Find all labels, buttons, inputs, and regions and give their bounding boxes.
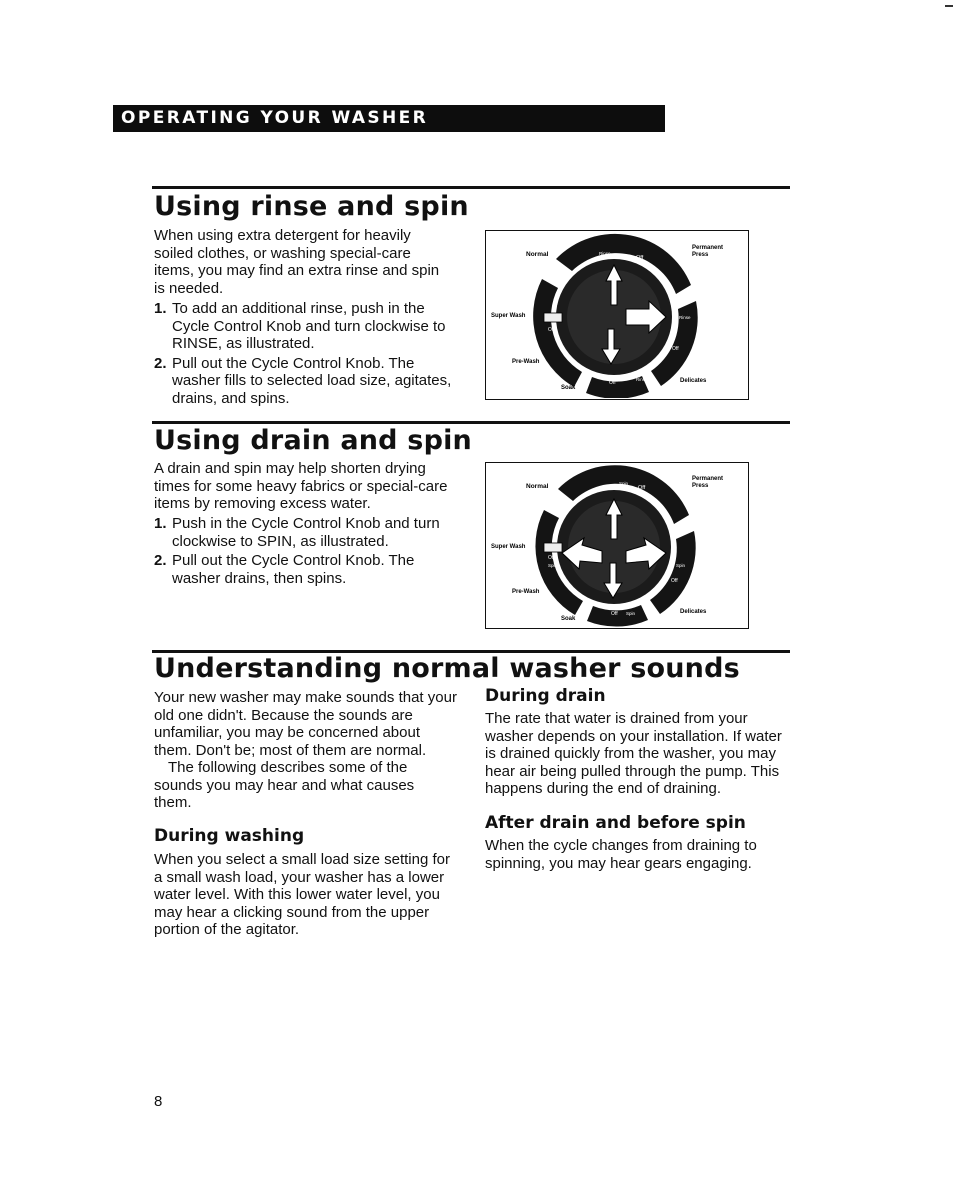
label-normal: Normal (526, 483, 549, 490)
scan-mark (945, 5, 953, 7)
label-super-wash: Super Wash (491, 313, 526, 319)
label-pre-wash: Pre-Wash (512, 589, 540, 595)
sounds-intro-2: The following describes some of the sounds you may hear and what causes them. (154, 759, 415, 812)
label-permanent: Permanent (692, 245, 724, 251)
during-drain-text: The rate that water is drained from your washer depends on your installation. If water is drained quickly from the washer, you may hear air being pulled through the pump. This happens during the end of draining. (485, 710, 782, 798)
step-number: 2. (154, 354, 167, 372)
rinse-heading: Using rinse and spin (154, 191, 469, 222)
dial-mark: Spin (548, 563, 558, 568)
label-pre-wash: Pre-Wash (512, 359, 540, 365)
dial-mark: Off (672, 346, 679, 352)
rinse-steps (154, 300, 464, 410)
rinse-intro: When using extra detergent for heavily soiled clothes, or washing special-care items, you may find an extra rinse and spin is needed. (154, 227, 440, 297)
dial-mark: Spin (676, 563, 686, 568)
selector-pointer (544, 543, 562, 552)
step-number: 1. (154, 300, 167, 317)
drain-step (154, 515, 464, 550)
section-banner: OPERATING YOUR WASHER (113, 105, 665, 132)
label-soak: Soak (561, 616, 576, 622)
drain-steps (154, 515, 464, 589)
step-text: Pull out the Cycle Control Knob. The washer drains, then spins. (172, 552, 415, 587)
dial-mark: Off (611, 611, 618, 617)
dial-mark: Rinse (599, 251, 611, 256)
dial-mark: Rinse (636, 377, 648, 382)
label-delicates: Delicates (680, 609, 707, 615)
dial-mark: Off (636, 255, 644, 261)
step-text: Pull out the Cycle Control Knob. The washer fills to selected load size, agitates, drains, and spins. (172, 354, 452, 407)
rinse-step (154, 355, 464, 408)
label-delicates: Delicates (680, 378, 707, 384)
during-washing-heading: During washing (154, 826, 305, 846)
heading-rule (152, 421, 790, 424)
dial-mark: Off (638, 485, 646, 491)
after-drain-text: When the cycle changes from draining to spinning, you may hear gears engaging. (485, 837, 757, 872)
dial-mark: Spin (626, 611, 636, 616)
step-number: 1. (154, 515, 167, 532)
heading-rule (152, 186, 790, 189)
step-text: Push in the Cycle Control Knob and turn clockwise to SPIN, as illustrated. (172, 515, 440, 550)
after-drain-heading: After drain and before spin (485, 813, 746, 833)
label-permanent: Permanent (692, 476, 724, 482)
step-text: To add an additional rinse, push in the Cycle Control Knob and turn clockwise to RINSE, as illustrated. (172, 300, 446, 353)
step-number: 2. (154, 552, 167, 570)
during-drain-heading: During drain (485, 686, 606, 706)
dial-mark: Off (548, 555, 555, 561)
label-super-wash: Super Wash (491, 544, 526, 550)
spin-dial-figure (485, 462, 749, 629)
sounds-heading: Understanding normal washer sounds (154, 653, 740, 684)
page-number: 8 (154, 1093, 163, 1110)
dial-mark: Spin (619, 481, 629, 486)
dial-mark: Off (548, 327, 555, 333)
rinse-dial-figure (485, 230, 749, 400)
dial-mark: Rinse (679, 315, 691, 320)
label-soak: Soak (561, 385, 576, 391)
drain-step (154, 552, 464, 587)
dial-mark: Off (609, 380, 616, 386)
drain-intro: A drain and spin may help shorten drying times for some heavy fabrics or special-care items by removing excess water. (154, 460, 448, 513)
rinse-step (154, 300, 464, 353)
sounds-intro: Your new washer may make sounds that your old one didn't. Because the sounds are unfamiliar, you may be concerned about them. Don't be; most of them are normal. (154, 689, 457, 759)
selector-pointer (544, 313, 562, 322)
dial-mark: Off (671, 578, 678, 584)
label-normal: Normal (526, 251, 549, 258)
label-press: Press (692, 483, 709, 489)
drain-heading: Using drain and spin (154, 425, 472, 456)
label-press: Press (692, 252, 709, 258)
during-washing-text: When you select a small load size setting for a small wash load, your washer has a lower water level. With this lower water level, you may hear a clicking sound from the upper portion of the agitator. (154, 851, 450, 939)
